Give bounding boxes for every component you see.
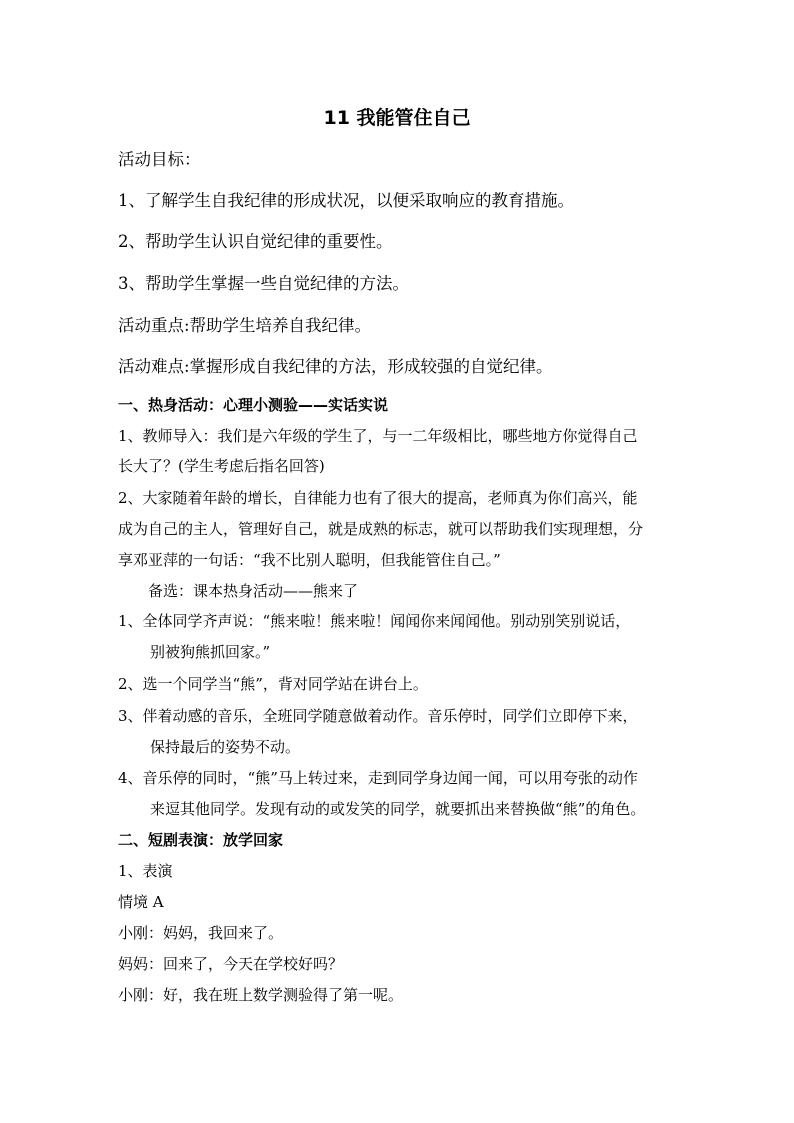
dialogue-line-2: 妈妈：回来了，今天在学校好吗？ xyxy=(118,955,344,973)
section-1-paragraph-1-line-2: 长大了？(学生考虑后指名回答) xyxy=(118,457,325,475)
section-1-paragraph-1-line-1: 1、教师导入：我们是六年级的学生了，与一二年级相比，哪些地方你觉得自己 xyxy=(118,427,638,445)
section-2-subheading: 1、表演 xyxy=(118,862,173,880)
alternative-activity: 备选：课本热身活动——熊来了 xyxy=(148,582,359,600)
step-3-line-1: 3、伴着动感的音乐，全班同学随意做着动作。音乐停时，同学们立即停下来， xyxy=(118,707,638,725)
step-1-line-1: 1、全体同学齐声说：“熊来啦！熊来啦！闻闻你来闻闻他。别动别笑别说话， xyxy=(118,612,631,630)
step-2-line-1: 2、选一个同学当“熊”，背对同学站在讲台上。 xyxy=(118,675,428,693)
section-1-paragraph-2-line-2: 成为自己的主人，管理好自己，就是成熟的标志，就可以帮助我们实现理想，分 xyxy=(118,520,644,538)
goals-label: 活动目标： xyxy=(118,150,201,169)
section-1-paragraph-2-line-3: 享邓亚萍的一句话：“我不比别人聪明，但我能管住自己。” xyxy=(118,551,501,569)
section-2-heading: 二、短剧表演：放学回家 xyxy=(118,831,284,849)
section-1-paragraph-2-line-1: 2、大家随着年龄的增长，自律能力也有了很大的提高，老师真为你们高兴，能 xyxy=(118,489,638,507)
goal-item-2: 2、帮助学生认识自觉纪律的重要性。 xyxy=(118,232,393,251)
dialogue-line-1: 小刚：妈妈，我回来了。 xyxy=(118,924,284,942)
step-3-line-2: 保持最后的姿势不动。 xyxy=(150,738,301,756)
page-title: 11 我能管住自己 xyxy=(323,107,471,129)
difficulty-point: 活动难点:掌握形成自我纪律的方法，形成较强的自觉纪律。 xyxy=(118,357,553,376)
goal-item-3: 3、帮助学生掌握一些自觉纪律的方法。 xyxy=(118,274,409,293)
dialogue-line-3: 小刚：好，我在班上数学测验得了第一呢。 xyxy=(118,986,404,1004)
goal-item-1: 1、了解学生自我纪律的形成状况，以便采取响应的教育措施。 xyxy=(118,191,574,210)
scene-label: 情境 A xyxy=(118,893,164,911)
step-4-line-2: 来逗其他同学。发现有动的或发笑的同学，就要抓出来替换做“熊”的角色。 xyxy=(150,800,646,818)
step-1-line-2: 别被狗熊抓回家。” xyxy=(150,643,271,661)
section-1-heading: 一、热身活动：心理小测验——实话实说 xyxy=(118,396,389,414)
key-point: 活动重点:帮助学生培养自我纪律。 xyxy=(118,316,372,335)
step-4-line-1: 4、音乐停的同时，“熊”马上转过来，走到同学身边闻一闻，可以用夸张的动作 xyxy=(118,769,638,787)
